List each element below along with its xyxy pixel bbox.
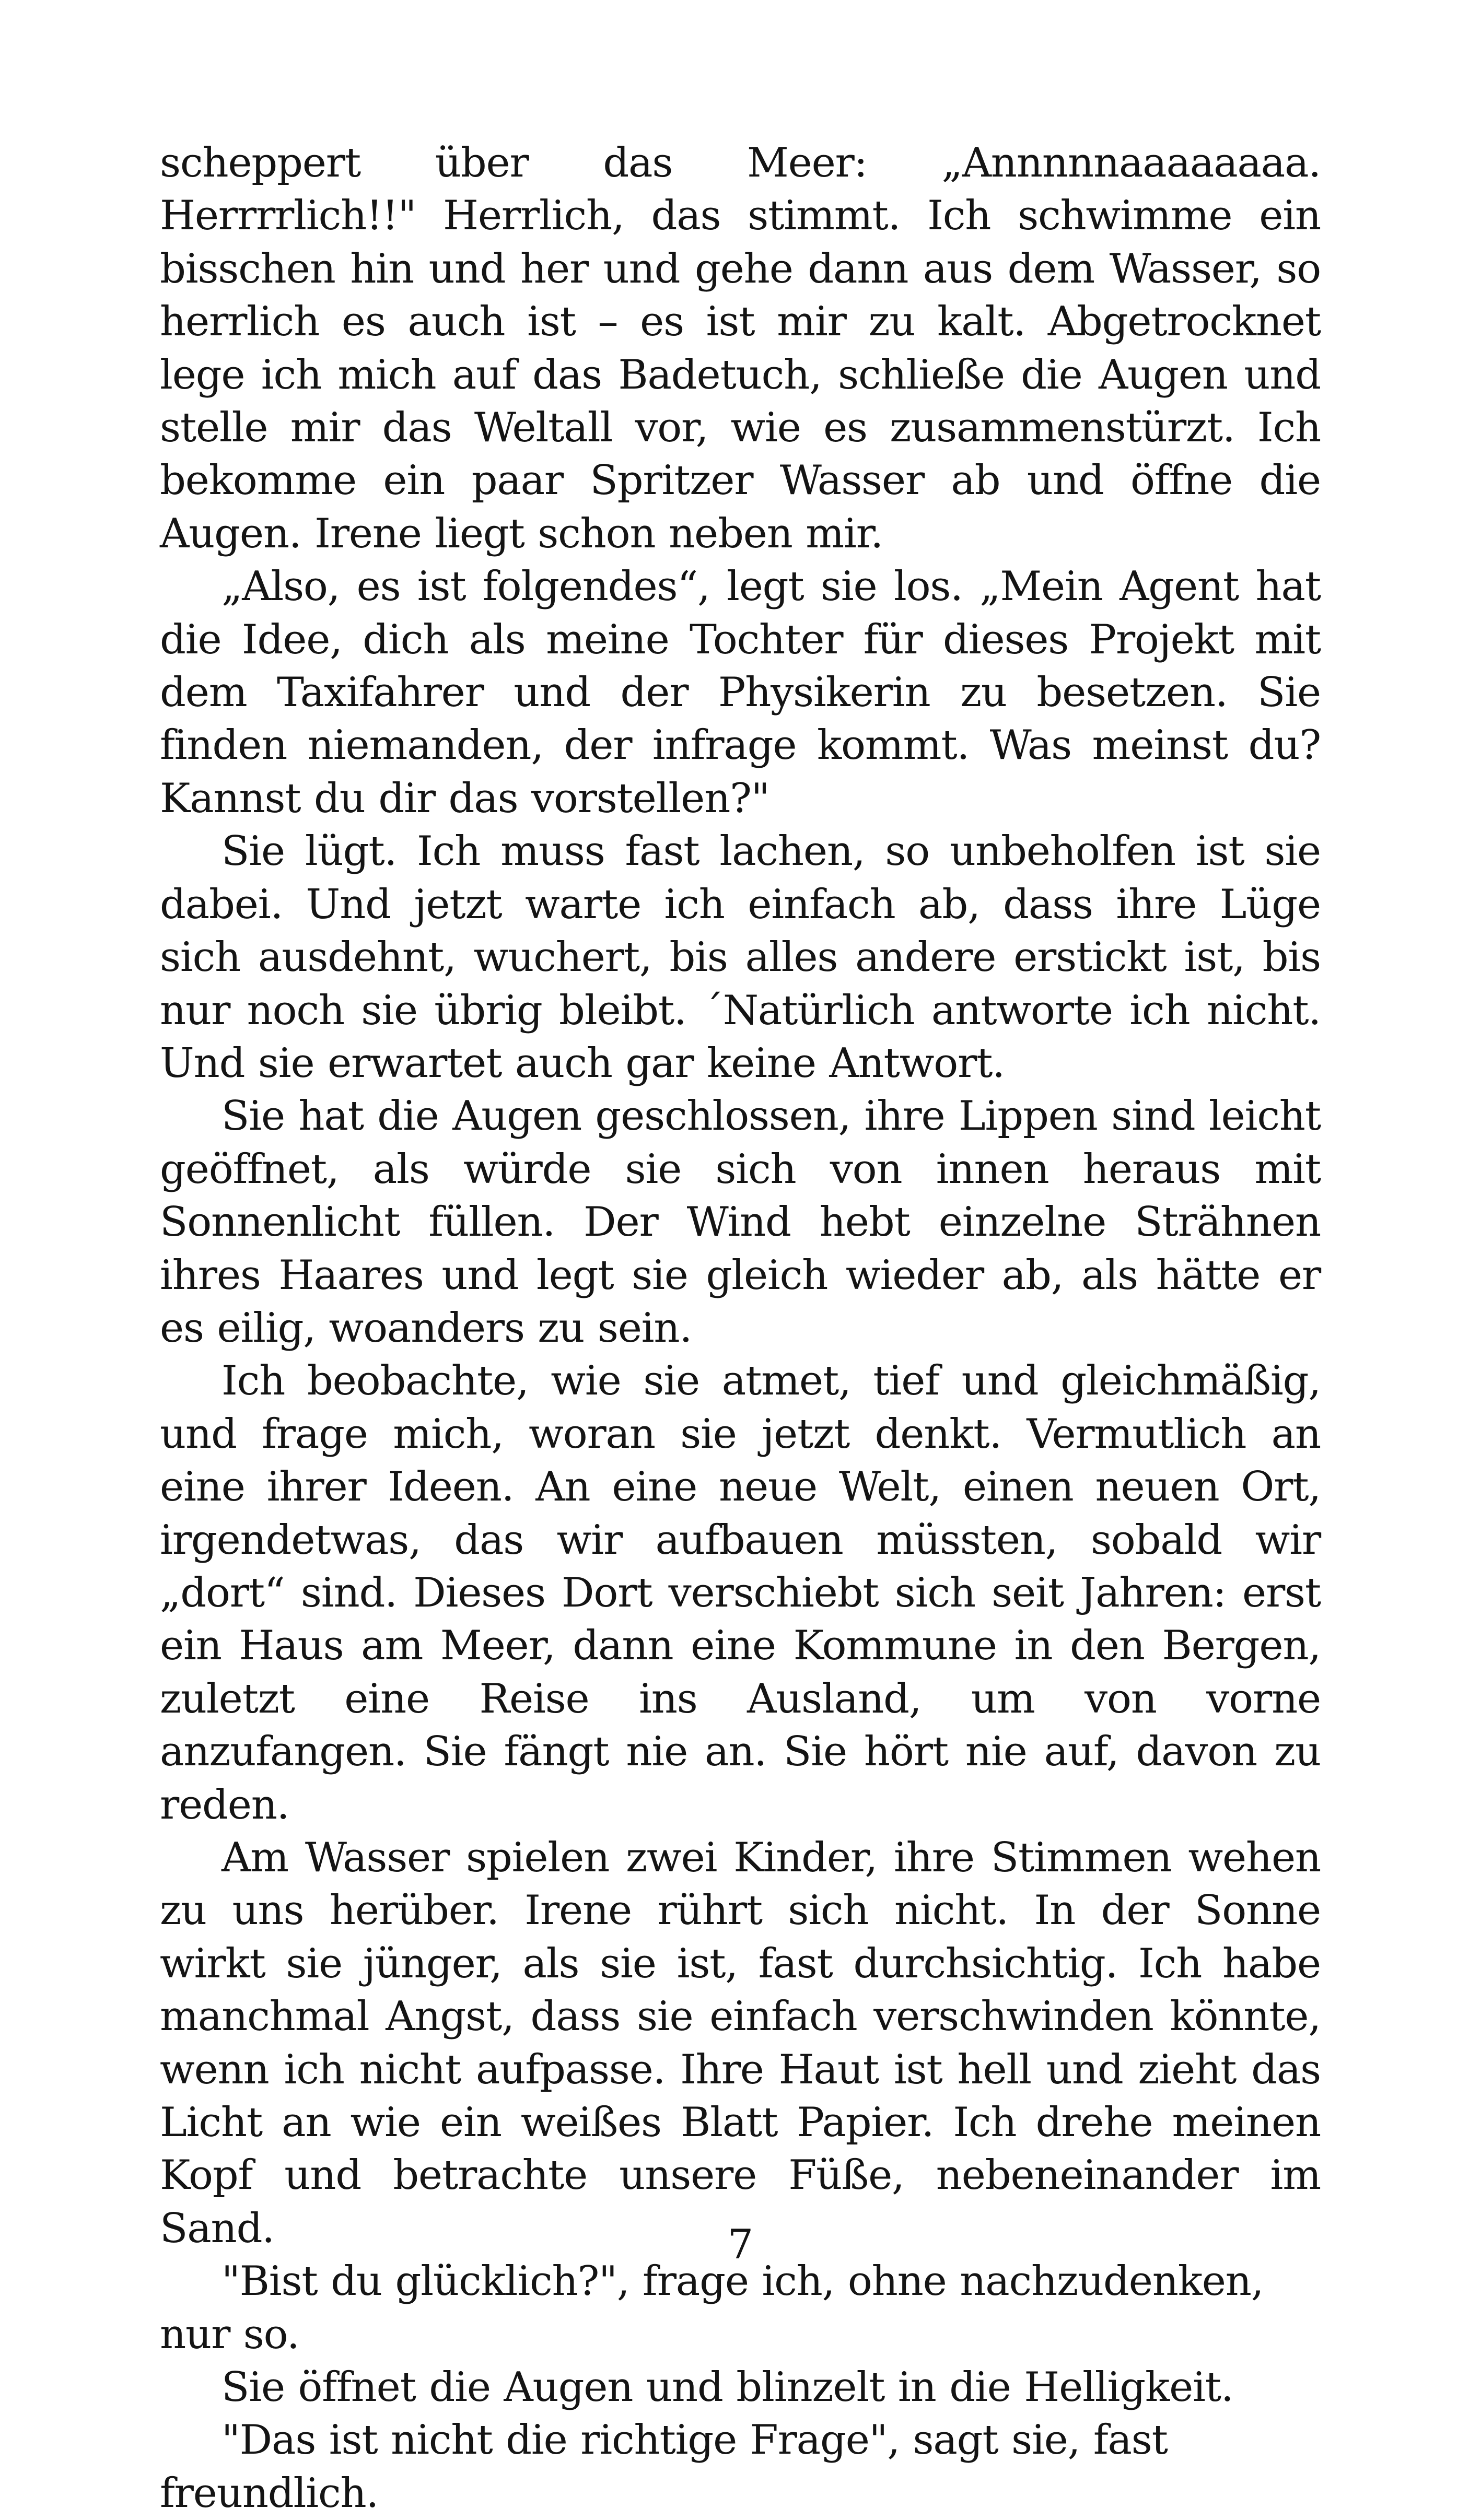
body-text: [160, 137, 1321, 2520]
paragraph-5: Ich beobachte, wie sie atmet, tief und gleichmäßig, und frage mich, woran sie jetzt denkt. Vermutlich an eine ihrer Ideen. An eine neue Welt, einen neuen Ort, irgendetwas, das wir aufbauen müssten, sobald wir „dort“ sind. Dieses Dort verschiebt sich seit Jahren: erst ein Haus am Meer, dann eine Kommune in den Bergen, zuletzt eine Reise ins Ausland, um von vorne anzufangen. Sie fängt nie an. Sie hört nie auf, davon zu reden.: [160, 1357, 1321, 1829]
paragraph-2: „Also, es ist folgendes“, legt sie los. „Mein Agent hat die Idee, dich als meine Tochter für dieses Projekt mit dem Taxifahrer und der Physikerin zu besetzen. Sie finden niemanden, der infrage kommt. Was meinst du? Kannst du dir das vorstellen?": [160, 563, 1321, 822]
paragraph-8: Sie öffnet die Augen und blinzelt in die Helligkeit.: [221, 2364, 1233, 2411]
paragraph-4: Sie hat die Augen geschlossen, ihre Lippen sind leicht geöffnet, als würde sie sich von innen heraus mit Sonnenlicht füllen. Der Wind hebt einzelne Strähnen ihres Haares und legt sie gleich wieder ab, als hätte er es eilig, woanders zu sein.: [160, 1093, 1321, 1352]
paragraph-3: Sie lügt. Ich muss fast lachen, so unbeholfen ist sie dabei. Und jetzt warte ich einfach ab, dass ihre Lüge sich ausdehnt, wuchert, bis alles andere erstickt ist, bis nur noch sie übrig bleibt. ´Natürlich antworte ich nicht. Und sie erwartet auch gar keine Antwort.: [160, 828, 1321, 1087]
paragraph-9: "Das ist nicht die richtige Frage", sagt sie, fast freundlich.: [160, 2417, 1168, 2517]
paragraph-1: scheppert über das Meer: „Annnnnaaaaaaaa. Herrrrlich!!" Herrlich, das stimmt. Ich schwimme ein bisschen hin und her und gehe dann aus dem Wasser, so herrlich es auch ist – es ist mir zu kalt. Abgetrocknet lege ich mich auf das Badetuch, schließe die Augen und stelle mir das Weltall vor, wie es zusammenstürzt. Ich bekomme ein paar Spritzer Wasser ab und öffne die Augen. Irene liegt schon neben mir.: [160, 139, 1321, 557]
page-number: 7: [727, 2221, 754, 2268]
paragraph-6: Am Wasser spielen zwei Kinder, ihre Stimmen wehen zu uns herüber. Irene rührt sich nicht. In der Sonne wirkt sie jünger, als sie ist, fast durchsichtig. Ich habe manchmal Angst, dass sie einfach verschwinden könnte, wenn ich nicht aufpasse. Ihre Haut ist hell und zieht das Licht an wie ein weißes Blatt Papier. Ich drehe meinen Kopf und betrachte unsere Füße, nebeneinander im Sand.: [160, 1834, 1321, 2252]
paragraph-7: "Bist du glücklich?", frage ich, ohne nachzudenken, nur so.: [160, 2258, 1264, 2358]
